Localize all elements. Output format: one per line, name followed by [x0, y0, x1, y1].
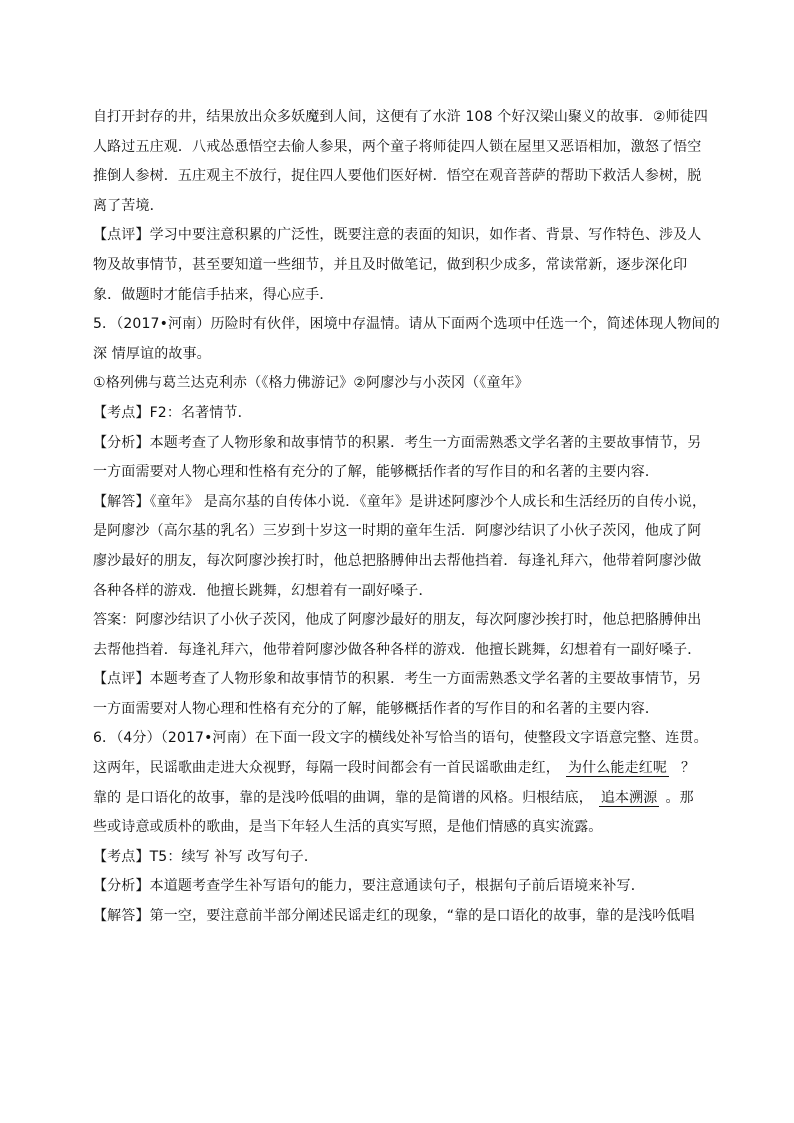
comment-5-line-2: 一方面需要对人物心理和性格有充分的了解，能够概括作者的写作目的和名著的主要内容．	[93, 700, 659, 717]
question-6-line-3	[93, 789, 703, 807]
answer-6-line-1: 【解答】第一空，要注意前半部分阐述民谣走红的现象，“靠的是口语化的故事，靠的是浅吟低唱	[93, 908, 695, 925]
analysis-6: 【分析】本道题考查学生补写语句的能力，要注意通读句子，根据句子前后语境来补写．	[93, 878, 645, 895]
comment-line-1: 【点评】学习中要注意积累的广泛性，既要注意的表面的知识，如作者、背景、写作特色、涉及人	[93, 227, 702, 244]
text-line-4: 离了苦境．	[93, 197, 164, 214]
question-5-line-2: 深 情厚谊的故事。	[93, 345, 211, 362]
text-line-2: 人路过五庄观．八戒怂恿悟空去偷人参果，两个童子将师徒四人锁在屋里又恶语相加，激怒了悟空	[93, 138, 702, 155]
answer-5-line-1: 【解答】《童年》 是高尔基的自传体小说．《童年》是讲述阿廖沙个人成长和生活经历的自传小说，	[93, 493, 707, 510]
question-5-line-1: 5．（2017•河南）历险时有伙伴，困境中存温情。请从下面两个选项中任选一个，简述体现人物间的	[93, 316, 720, 333]
comment-line-3: 象．做题时才能信手拈来，得心应手．	[93, 286, 334, 303]
question-5-options: ①格列佛与葛兰达克利赤（《格力佛游记》②阿廖沙与小茨冈（《童年》	[93, 375, 529, 392]
kaodian-5: 【考点】F2：名著情节．	[93, 404, 252, 421]
fill-blank-answer-1: 为什么能走红呢	[567, 760, 668, 777]
question-6-line-4: 些或诗意或质朴的歌曲，是当下年轻人生活的真实写照，是他们情感的真实流露。	[93, 819, 603, 836]
analysis-5-line-1: 【分析】本题考查了人物形象和故事情节的积累．考生一方面需熟悉文学名著的主要故事情节，另	[93, 434, 702, 451]
comment-5-line-1: 【点评】本题考查了人物形象和故事情节的积累．考生一方面需熟悉文学名著的主要故事情节，另	[93, 671, 702, 688]
kaodian-6: 【考点】T5：续写 补写 改写句子．	[93, 848, 319, 865]
text-line-3: 推倒人参树．五庄观主不放行，捉住四人要他们医好树．悟空在观音菩萨的帮助下救活人参树，脱	[93, 168, 702, 185]
comment-line-2: 物及故事情节，甚至要知道一些细节，并且及时做笔记，做到积少成多，常读常新，逐步深化印	[93, 256, 688, 273]
document-page	[93, 108, 720, 937]
final-answer-5-line-1: 答案：阿廖沙结识了小伙子茨冈，他成了阿廖沙最好的朋友，每次阿廖沙挨打时，他总把胳膊伸出	[93, 612, 702, 629]
question-6-line-2	[93, 759, 703, 777]
answer-5-line-3: 廖沙最好的朋友，每次阿廖沙挨打时，他总把胳膊伸出去帮他挡着．每逢礼拜六，他带着阿廖沙做	[93, 552, 702, 569]
analysis-5-line-2: 一方面需要对人物心理和性格有充分的了解，能够概括作者的写作目的和名著的主要内容．	[93, 464, 659, 481]
question-6-text-after-2: 。那	[665, 789, 694, 806]
question-6-line-1: 6．（4分）（2017•河南）在下面一段文字的横线处补写恰当的语句，使整段文字语意完整、连贯。	[93, 730, 708, 747]
answer-5-line-2: 是阿廖沙（高尔基的乳名）三岁到十岁这一时期的童年生活．阿廖沙结识了小伙子茨冈，他成了阿	[93, 523, 702, 540]
answer-5-line-4: 各种各样的游戏．他擅长跳舞，幻想着有一副好嗓子．	[93, 582, 433, 599]
final-answer-5-line-2: 去帮他挡着．每逢礼拜六，他带着阿廖沙做各种各样的游戏．他擅长跳舞，幻想着有一副好嗓子．	[93, 641, 702, 658]
fill-blank-answer-2: 追本溯源	[600, 789, 658, 806]
question-6-text-after: ？	[681, 760, 696, 777]
question-6-text-before: 这两年，民谣歌曲走进大众视野，每隔一段时间都会有一首民谣歌曲走红，	[93, 760, 560, 777]
question-6-text-before-2: 靠的 是口语化的故事，靠的是浅吟低唱的曲调，靠的是简谱的风格。归根结底，	[93, 789, 593, 806]
text-line-1: 自打开封存的井，结果放出众多妖魔到人间，这便有了水浒 108 个好汉梁山聚义的故事．②师徒四	[93, 109, 709, 125]
